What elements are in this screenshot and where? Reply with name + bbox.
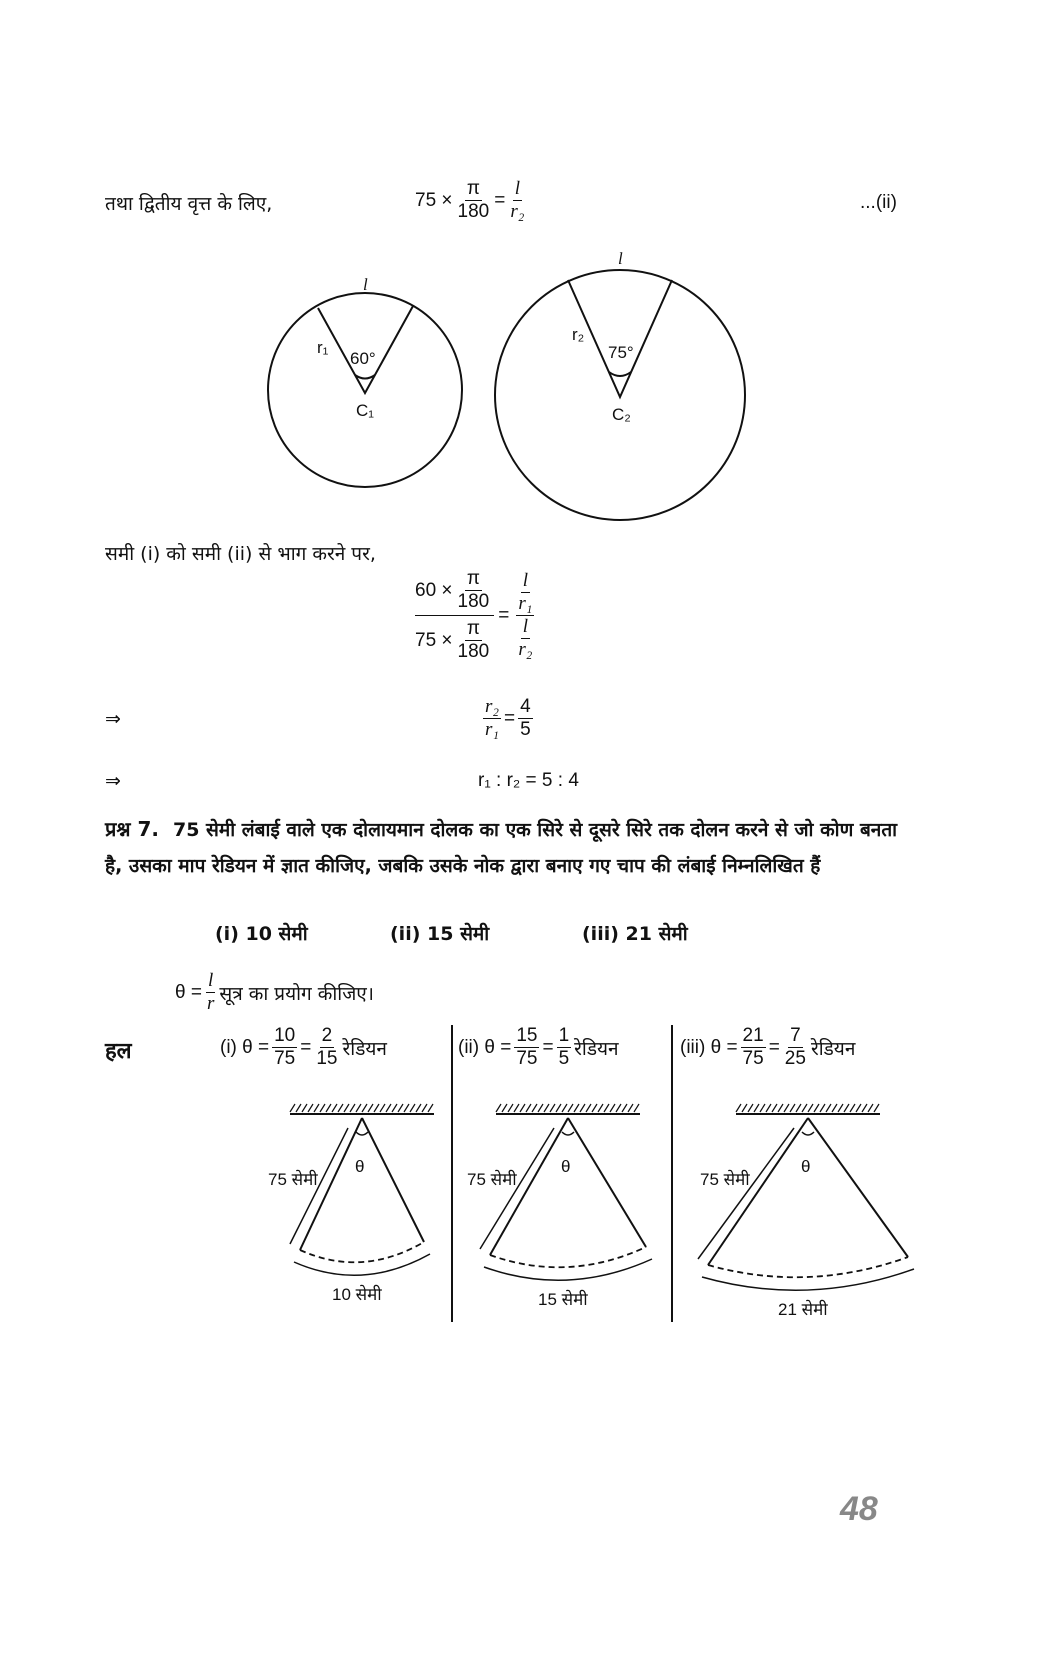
string-right — [362, 1118, 424, 1242]
d2: 25 — [784, 1048, 806, 1069]
eq-left: 75 × — [415, 189, 453, 211]
r2: r₂ — [518, 639, 533, 660]
pendulum-diagram-2 — [428, 1100, 708, 1330]
d1: 75 — [742, 1048, 764, 1069]
arc-measure — [702, 1269, 914, 1290]
solution-formula-3: (iii) θ = $\frac{21}{75}$ = $\frac{7}{25}$ रेडियन — [680, 1025, 856, 1069]
center-label-1: C₁ — [356, 401, 375, 420]
d1: 75 — [516, 1048, 538, 1069]
n1: 10 — [274, 1025, 296, 1046]
prefix: (i) θ = — [220, 1036, 270, 1058]
prefix: (ii) θ = — [458, 1036, 512, 1058]
ceiling — [496, 1104, 640, 1114]
circle-1 — [268, 293, 462, 487]
ceiling — [290, 1104, 434, 1114]
ceiling — [736, 1104, 880, 1114]
arc-label: 10 सेमी — [332, 1285, 382, 1304]
string-left — [708, 1118, 811, 1265]
prefix: (iii) θ = — [680, 1036, 738, 1058]
circles-diagram — [250, 240, 770, 530]
arc-label-1: l — [363, 275, 368, 294]
num: r₂ — [485, 696, 499, 717]
question-label: प्रश्न 7. — [105, 817, 159, 841]
r2: r₂ — [510, 201, 525, 222]
divide-text: समी (i) को समी (ii) से भाग करने पर, — [105, 543, 376, 565]
radius-label-1: r₁ — [317, 338, 329, 357]
solution-formula-2: (ii) θ = $\frac{15}{75}$ = $\frac{1}{5}$ रेडियन — [458, 1025, 619, 1069]
n1: 15 — [516, 1025, 538, 1046]
arc-path — [490, 1247, 646, 1267]
hint-text: सूत्र का प्रयोग कीजिए। — [219, 982, 375, 1005]
l: l — [522, 570, 528, 591]
d1: 75 — [274, 1048, 296, 1069]
arc-label: 15 सेमी — [538, 1290, 588, 1309]
complex-fraction — [415, 568, 537, 663]
unit: रेडियन — [342, 1037, 387, 1060]
n2: 7 — [790, 1025, 801, 1046]
question-text: 75 सेमी लंबाई वाले एक दोलायमान दोलक का एक सिरे से दूसरे सिरे तक दोलन करने से जो कोण बनता है, उसका माप रेडियन में ज्ञात कीजिए, जबकि उसके नोक द्वारा बनाए गए चाप की लंबाई निम्नलिखित हैं — [105, 819, 898, 877]
r: r — [206, 993, 215, 1014]
radius-label-2: r₂ — [572, 325, 585, 344]
ratio-step — [480, 696, 536, 741]
theta-label: θ — [355, 1157, 365, 1176]
den: r₁ — [485, 719, 499, 740]
theta-label: θ — [561, 1157, 571, 1176]
arc-l: l — [514, 178, 520, 199]
rnum: 4 — [520, 696, 531, 717]
ratio-result: r₁ : r₂ = 5 : 4 — [478, 770, 579, 791]
angle-label-1: 60° — [350, 349, 376, 368]
d180: 180 — [457, 201, 490, 222]
implies-1: ⇒ — [105, 709, 121, 730]
n1: 21 — [742, 1025, 764, 1046]
l: l — [208, 970, 214, 991]
solution-formula-1: (i) θ = $\frac{10}{75}$ = $\frac{2}{15}$ रेडियन — [220, 1025, 387, 1069]
theta-label: θ — [801, 1157, 811, 1176]
arc-path — [708, 1257, 908, 1277]
page-number: 48 — [840, 1490, 878, 1528]
hint-lhs: θ = — [175, 981, 202, 1003]
rden: 5 — [520, 719, 531, 740]
pendulum-diagram-3 — [668, 1100, 948, 1330]
pi: π — [466, 568, 480, 589]
l: l — [522, 616, 528, 637]
string-right — [568, 1118, 646, 1247]
center-label-2: C₂ — [612, 405, 631, 424]
equals: = — [504, 707, 516, 729]
pi: π — [466, 178, 480, 199]
d2: 15 — [316, 1048, 338, 1069]
arc-label-2: l — [618, 249, 623, 268]
top-left: 60 × — [415, 579, 453, 601]
hint — [175, 970, 374, 1015]
arc-measure — [294, 1254, 430, 1275]
pi: π — [466, 618, 480, 639]
equation-tag: ...(ii) — [860, 192, 897, 213]
equation-ii: 75 × $\frac{\pi}{180}$ = $\frac{l}{\text{r₂}}$ — [415, 178, 525, 222]
unit: रेडियन — [574, 1037, 619, 1060]
implies-2: ⇒ — [105, 771, 121, 792]
second-circle-text: तथा द्वितीय वृत्त के लिए, — [105, 193, 273, 215]
length-label: 75 सेमी — [700, 1170, 750, 1189]
equals: = — [498, 604, 510, 626]
angle-label-2: 75° — [608, 343, 634, 362]
d180: 180 — [457, 641, 490, 662]
d2: 5 — [558, 1048, 570, 1069]
arc-path — [300, 1242, 424, 1262]
r1: r₁ — [518, 593, 533, 614]
option-1: (i) 10 सेमी — [215, 923, 308, 945]
arc-measure — [484, 1259, 652, 1280]
length-label: 75 सेमी — [467, 1170, 517, 1189]
length-label: 75 सेमी — [268, 1170, 318, 1189]
option-2: (ii) 15 सेमी — [390, 923, 490, 945]
question-7 — [105, 812, 915, 885]
arc-label: 21 सेमी — [778, 1300, 828, 1319]
bottom-left: 75 × — [415, 629, 453, 651]
unit: रेडियन — [810, 1037, 856, 1060]
solution-label: हल — [105, 1039, 132, 1064]
length-measure — [698, 1128, 794, 1259]
d180: 180 — [457, 591, 490, 612]
n2: 1 — [558, 1025, 570, 1046]
string-right — [808, 1118, 908, 1257]
n2: 2 — [321, 1025, 333, 1046]
option-3: (iii) 21 सेमी — [582, 923, 688, 945]
